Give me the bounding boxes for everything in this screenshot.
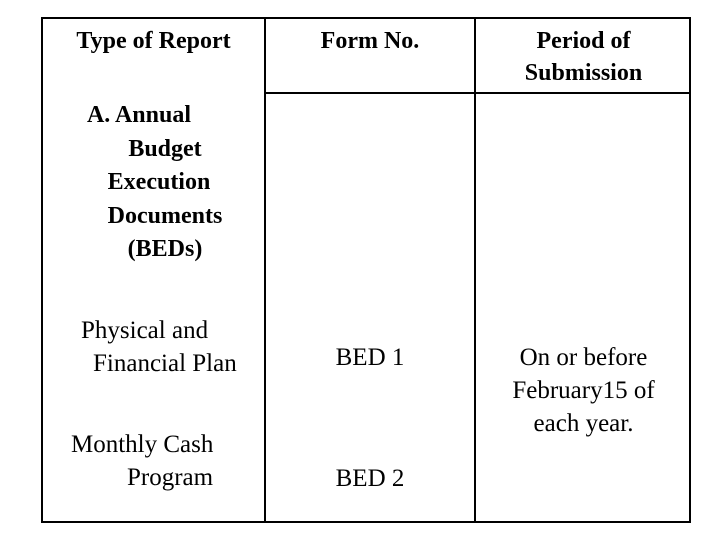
section-line-3: Execution — [107, 169, 211, 195]
period-line-1: On or before — [519, 344, 648, 371]
row-2-report — [71, 428, 263, 494]
row-1-report-line-2: Financial Plan — [93, 350, 237, 377]
section-line-2: Budget — [128, 135, 202, 162]
section-line-1: A. Annual — [86, 102, 192, 128]
header-divider — [264, 92, 689, 94]
period-line-3: each year. — [533, 410, 634, 437]
header-period-line-2: Submission — [524, 60, 643, 86]
row-2-report-line-1: Monthly Cash — [71, 431, 214, 458]
column-divider-1 — [264, 19, 266, 521]
section-heading-beds — [53, 99, 253, 267]
header-period-of-submission — [476, 25, 691, 89]
header-form-no: Form No. — [320, 28, 420, 54]
row-1-report — [73, 314, 263, 380]
report-submission-table — [41, 17, 691, 523]
row-1-report-line-1: Physical and — [81, 317, 209, 344]
section-line-5: (BEDs) — [127, 236, 203, 262]
header-type-of-report: Type of Report — [76, 28, 231, 54]
section-line-4: Documents — [107, 202, 223, 229]
row-1-form-no: BED 1 — [335, 344, 405, 371]
period-of-submission-value — [476, 341, 691, 440]
header-period-line-1: Period of — [536, 28, 631, 54]
column-divider-2 — [474, 19, 476, 521]
period-line-2: February15 of — [512, 377, 655, 404]
row-2-report-line-2: Program — [127, 464, 214, 491]
row-2-form-no: BED 2 — [335, 465, 405, 492]
